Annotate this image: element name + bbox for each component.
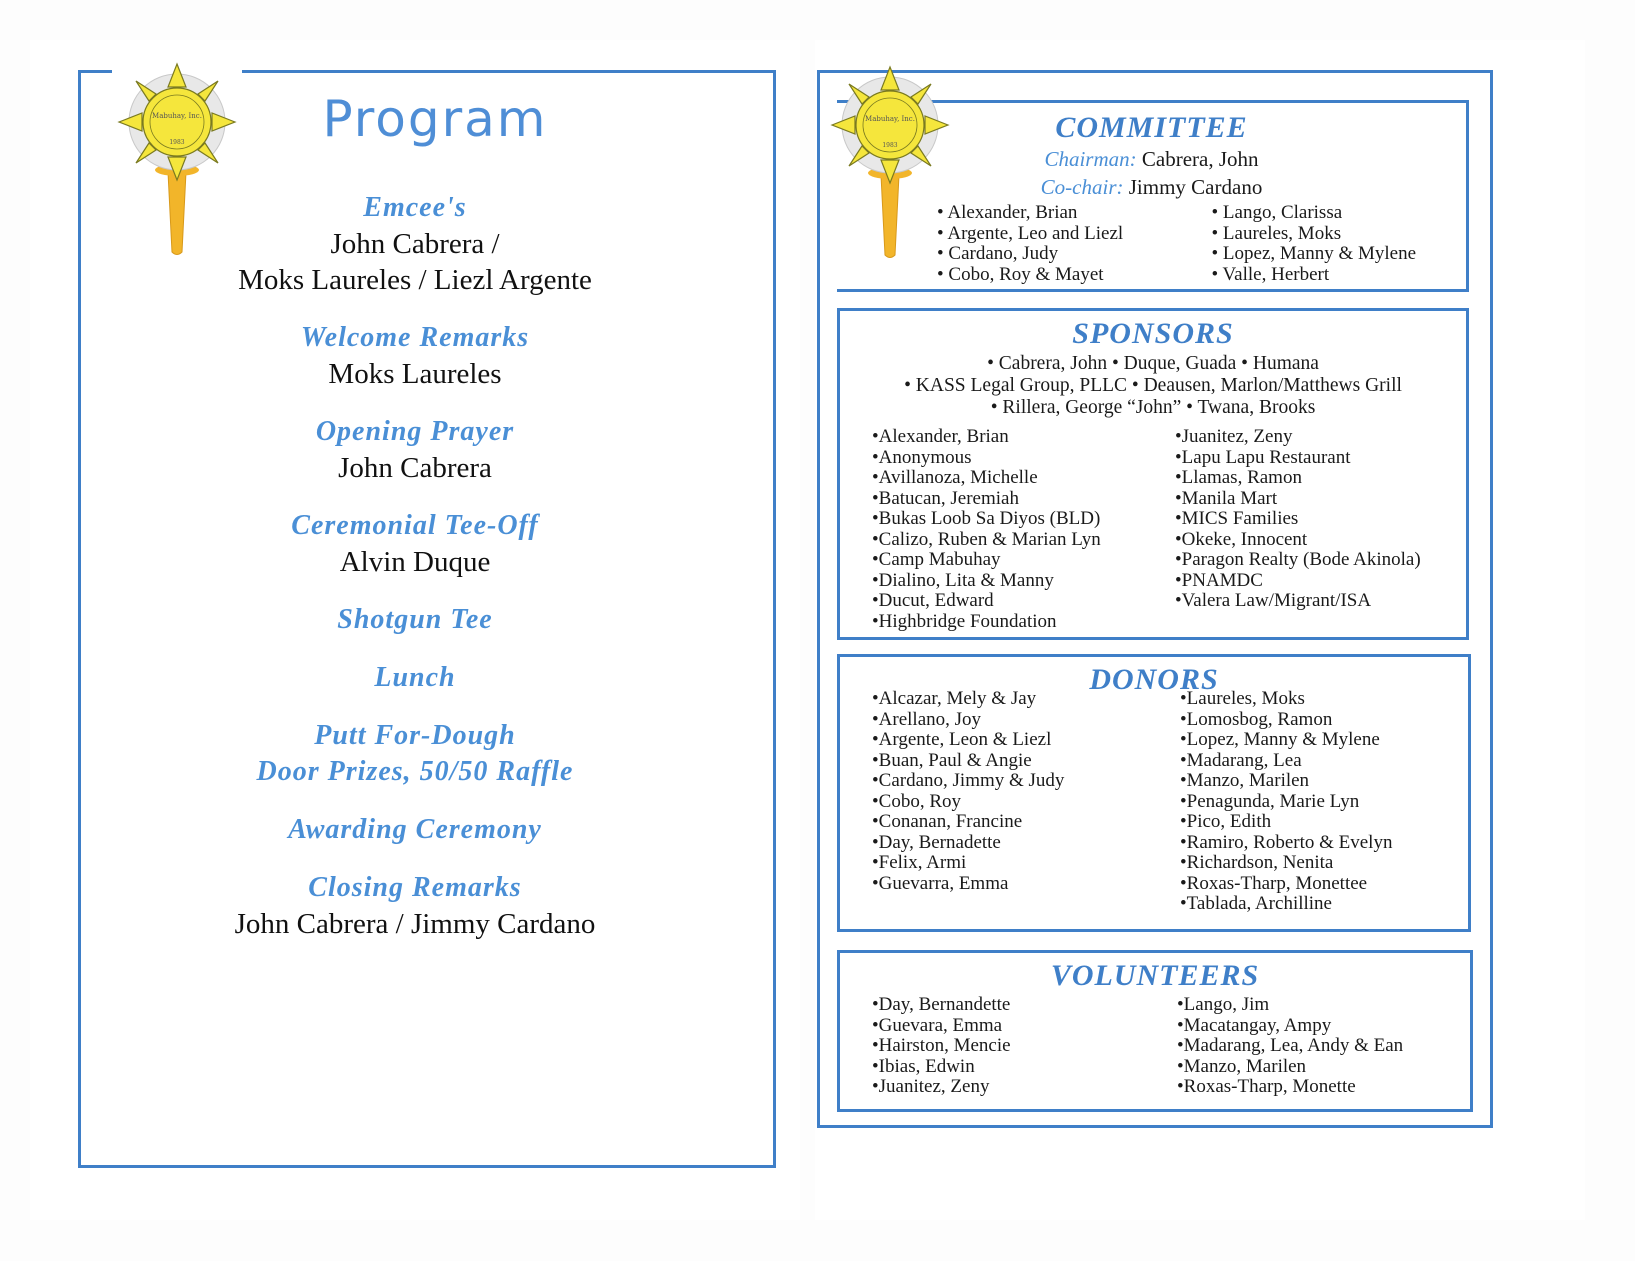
cochair-name: Jimmy Cardano (1128, 175, 1263, 199)
list-item: • Lango, Clarissa (1211, 202, 1343, 223)
logo-year: 1983 (169, 139, 185, 146)
volunteers-section (837, 950, 1473, 1112)
list-item: •Guevara, Emma (872, 1014, 1003, 1036)
list-item: • Valle, Herbert (1211, 263, 1330, 285)
committee-heading: COMMITTEE (1055, 111, 1248, 144)
program-item-heading: Awarding Ceremony (288, 814, 542, 845)
list-item: •Highbridge Foundation (872, 610, 1057, 632)
program-item-name: Moks Laureles (328, 358, 502, 390)
list-item: • Lopez, Manny & Mylene (1211, 243, 1417, 264)
chairman-label: Chairman: (1044, 147, 1137, 171)
list-item: •Alexander, Brian (872, 426, 1009, 447)
sponsors-section (837, 308, 1469, 640)
list-item: •Okeke, Innocent (1175, 528, 1308, 550)
list-item: •Buan, Paul & Angie (872, 749, 1032, 771)
list-item: •MICS Families (1175, 508, 1299, 529)
program-item-heading: Closing Remarks (308, 872, 522, 903)
program-item-heading: Shotgun Tee (337, 604, 493, 635)
program-item (30, 190, 800, 298)
chairman-name: Cabrera, John (1141, 147, 1259, 171)
sponsors-heading: SPONSORS (1072, 317, 1234, 350)
volunteers-col-2 (1165, 995, 1470, 1098)
list-item: •Tablada, Archilline (1180, 893, 1332, 914)
list-item: • Laureles, Moks (1211, 222, 1342, 244)
list-item: •Macatangay, Ampy (1177, 1014, 1332, 1036)
program-item-heading: Opening Prayer (315, 416, 515, 447)
logo-top-text: Mabuhay, Inc. (152, 112, 202, 120)
list-item: •Batucan, Jeremiah (872, 487, 1019, 509)
list-item: •Hairston, Mencie (872, 1035, 1011, 1056)
cochair-label: Co-chair: (1040, 175, 1124, 199)
list-item: •Day, Bernandette (872, 994, 1011, 1015)
program-list (30, 190, 800, 964)
volunteers-col-1 (872, 995, 1165, 1098)
donors-col-2 (1160, 689, 1468, 915)
committee-col-1 (937, 203, 1192, 285)
list-item: •Cardano, Jimmy & Judy (872, 770, 1065, 791)
list-item: • Rillera, George “John” • Twana, Brooks (990, 397, 1316, 418)
program-item-heading: Ceremonial Tee-Off (291, 510, 539, 541)
program-item-heading: Emcee's (363, 192, 467, 223)
list-item: •Alcazar, Mely & Jay (872, 688, 1037, 709)
donors-section (837, 654, 1471, 932)
list-item: •Manzo, Marilen (1177, 1055, 1307, 1077)
list-item: •Lopez, Manny & Mylene (1180, 729, 1380, 750)
donors-list (840, 689, 1468, 915)
sponsors-col-2 (1163, 427, 1466, 632)
list-item: • Argente, Leo and Liezl (937, 222, 1124, 244)
sponsors-list (840, 427, 1466, 632)
golf-sun-icon (825, 55, 955, 265)
list-item: •Manzo, Marilen (1180, 770, 1310, 791)
program-item-name: John Cabrera (338, 452, 492, 484)
logo-top-text: Mabuhay, Inc. (865, 115, 915, 123)
donors-heading: DONORS (1089, 663, 1219, 696)
donors-col-1 (872, 689, 1160, 915)
list-item: •Roxas-Tharp, Monette (1177, 1076, 1356, 1097)
logo-year: 1983 (882, 142, 898, 149)
program-item (30, 414, 800, 486)
sponsors-col-1 (872, 427, 1163, 632)
list-item: •Valera Law/Migrant/ISA (1175, 590, 1372, 611)
list-item: •Lango, Jim (1177, 994, 1270, 1015)
list-item: •Day, Bernadette (872, 831, 1001, 853)
list-item: •Madarang, Lea (1180, 749, 1302, 771)
list-item: •Juanitez, Zeny (1175, 426, 1293, 447)
program-item-name: Alvin Duque (339, 546, 491, 578)
list-item: •Madarang, Lea, Andy & Ean (1177, 1035, 1404, 1056)
list-item: •Lapu Lapu Restaurant (1175, 446, 1351, 468)
program-item-heading: Welcome Remarks (300, 322, 530, 353)
list-item: •Penagunda, Marie Lyn (1180, 790, 1360, 812)
list-item: •Dialino, Lita & Manny (872, 569, 1054, 591)
list-item: •Avillanoza, Michelle (872, 467, 1038, 488)
program-item-name: John Cabrera / Jimmy Cardano (234, 908, 596, 940)
list-item: •Felix, Armi (872, 852, 967, 873)
program-item (30, 320, 800, 392)
golf-sun-logo (825, 55, 955, 265)
program-item-name: Moks Laureles / Liezl Argente (238, 264, 592, 296)
committee-col-2 (1192, 203, 1467, 285)
list-item: •Pico, Edith (1180, 811, 1272, 832)
credits-page (815, 40, 1585, 1220)
list-item: •Laureles, Moks (1180, 688, 1305, 709)
list-item: •Guevarra, Emma (872, 872, 1009, 894)
list-item: •Paragon Realty (Bode Akinola) (1175, 549, 1421, 570)
list-item: • Alexander, Brian (937, 202, 1078, 223)
program-page (30, 40, 800, 1220)
list-item: •Richardson, Nenita (1180, 852, 1334, 873)
list-item: •Manila Mart (1175, 487, 1278, 509)
list-item: • Cardano, Judy (937, 243, 1059, 264)
list-item: •Ibias, Edwin (872, 1055, 975, 1077)
program-item (30, 660, 800, 696)
volunteers-heading: VOLUNTEERS (1050, 959, 1260, 992)
list-item: •Bukas Loob Sa Diyos (BLD) (872, 508, 1101, 529)
list-item: • Cabrera, John • Duque, Guada • Humana (987, 353, 1319, 374)
volunteers-list (840, 995, 1470, 1098)
list-item: •Juanitez, Zeny (872, 1076, 990, 1097)
list-item: •Roxas-Tharp, Monettee (1180, 872, 1368, 894)
program-item (30, 508, 800, 580)
list-item: • KASS Legal Group, PLLC • Deausen, Marlon/Matthews Grill (904, 375, 1402, 396)
program-item (30, 870, 800, 942)
list-item: •PNAMDC (1175, 569, 1263, 591)
list-item: • Cobo, Roy & Mayet (937, 263, 1104, 285)
program-item (30, 602, 800, 638)
program-item-name: John Cabrera / (330, 228, 500, 260)
program-item (30, 718, 800, 790)
list-item: •Calizo, Ruben & Marian Lyn (872, 528, 1101, 550)
program-item (30, 812, 800, 848)
list-item: •Camp Mabuhay (872, 549, 1001, 570)
list-item: •Ducut, Edward (872, 590, 994, 611)
list-item: •Argente, Leon & Liezl (872, 729, 1052, 750)
sponsors-major (840, 353, 1466, 419)
program-item-heading: Lunch (374, 662, 456, 693)
list-item: •Arellano, Joy (872, 708, 982, 730)
list-item: •Ramiro, Roberto & Evelyn (1180, 831, 1393, 853)
list-item: •Llamas, Ramon (1175, 467, 1302, 488)
list-item: •Anonymous (872, 446, 972, 468)
program-title: Program (322, 90, 548, 148)
program-item-heading: Putt For-Dough Door Prizes, 50/50 Raffle (256, 720, 574, 787)
list-item: •Conanan, Francine (872, 811, 1023, 832)
list-item: •Cobo, Roy (872, 790, 961, 812)
list-item: •Lomosbog, Ramon (1180, 708, 1333, 730)
